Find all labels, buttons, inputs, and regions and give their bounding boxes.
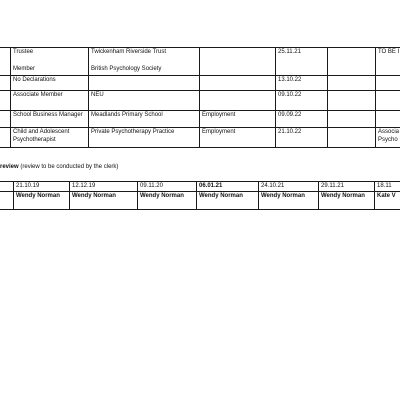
review-date-row bbox=[0, 182, 400, 192]
notes-text: Associa bbox=[378, 129, 400, 135]
review-date: 21.10.19 bbox=[14, 182, 70, 192]
nature-cell bbox=[200, 76, 276, 91]
caption-text: (review to be conducted by the clerk) bbox=[18, 164, 119, 170]
position-text: Member bbox=[13, 66, 36, 72]
table-cell bbox=[328, 128, 376, 148]
nature-cell bbox=[200, 48, 276, 76]
table-row bbox=[0, 91, 400, 111]
reviewer-name: Wendy Norman bbox=[138, 192, 197, 210]
review-caption bbox=[0, 164, 118, 170]
notes-cell bbox=[376, 91, 400, 111]
review-date: 29.11.21 bbox=[319, 182, 375, 192]
date-cell: 21.10.22 bbox=[276, 128, 328, 148]
table-cell bbox=[328, 48, 376, 76]
nature-cell: Employment bbox=[200, 128, 276, 148]
organisation-cell bbox=[89, 76, 200, 91]
reviewer-name: Kate V bbox=[375, 192, 400, 210]
review-date: 09.11.20 bbox=[138, 182, 197, 192]
table-cell bbox=[0, 182, 14, 192]
table-row bbox=[0, 128, 400, 148]
notes-cell bbox=[376, 76, 400, 91]
date-cell: 09.10.22 bbox=[276, 91, 328, 111]
position-cell: Associate Member bbox=[11, 91, 89, 111]
review-date: 06.01.21 bbox=[197, 182, 259, 192]
table-cell bbox=[89, 48, 200, 76]
table-cell bbox=[0, 192, 14, 210]
table-row bbox=[0, 48, 400, 76]
organisation-cell: NEU bbox=[89, 91, 200, 111]
date-cell: 25.11.21 bbox=[276, 48, 328, 76]
date-cell: 13.10.22 bbox=[276, 76, 328, 91]
table-cell bbox=[328, 76, 376, 91]
reviewer-name: Wendy Norman bbox=[14, 192, 70, 210]
position-text: Trustee bbox=[13, 49, 34, 55]
reviewer-name: Wendy Norman bbox=[70, 192, 138, 210]
date-cell: 09.09.22 bbox=[276, 111, 328, 128]
table-cell bbox=[0, 111, 11, 128]
table-cell bbox=[0, 128, 11, 148]
interests-register-table bbox=[0, 47, 400, 148]
reviewer-name: Wendy Norman bbox=[259, 192, 319, 210]
review-table bbox=[0, 181, 400, 210]
nature-cell: Employment bbox=[200, 111, 276, 128]
review-date: 18.11 bbox=[375, 182, 400, 192]
review-date: 24.10.21 bbox=[259, 182, 319, 192]
table-cell bbox=[0, 76, 11, 91]
table-cell bbox=[0, 91, 11, 111]
organisation-text: Twickenham Riverside Trust bbox=[91, 49, 167, 55]
position-cell: School Business Manager bbox=[11, 111, 89, 128]
table-cell bbox=[328, 111, 376, 128]
notes-cell bbox=[376, 128, 400, 148]
table-cell bbox=[11, 48, 89, 76]
table-row bbox=[0, 76, 400, 91]
organisation-cell: Private Psychotherapy Practice bbox=[89, 128, 200, 148]
reviewer-row bbox=[0, 192, 400, 210]
notes-cell bbox=[376, 111, 400, 128]
reviewer-name: Wendy Norman bbox=[197, 192, 259, 210]
notes-text: Psycho bbox=[378, 137, 398, 143]
nature-cell bbox=[200, 91, 276, 111]
reviewer-name: Wendy Norman bbox=[319, 192, 375, 210]
table-cell bbox=[328, 91, 376, 111]
review-date: 12.12.19 bbox=[70, 182, 138, 192]
position-cell: No Declarations bbox=[11, 76, 89, 91]
table-row bbox=[0, 111, 400, 128]
position-cell: Child and Adolescent Psychotherapist bbox=[11, 128, 89, 148]
organisation-cell: Meadlands Primary School bbox=[89, 111, 200, 128]
organisation-text: British Psychology Society bbox=[91, 66, 162, 72]
notes-cell: TO BE I bbox=[376, 48, 400, 76]
caption-bold: review bbox=[0, 164, 19, 170]
table-cell bbox=[0, 48, 11, 76]
